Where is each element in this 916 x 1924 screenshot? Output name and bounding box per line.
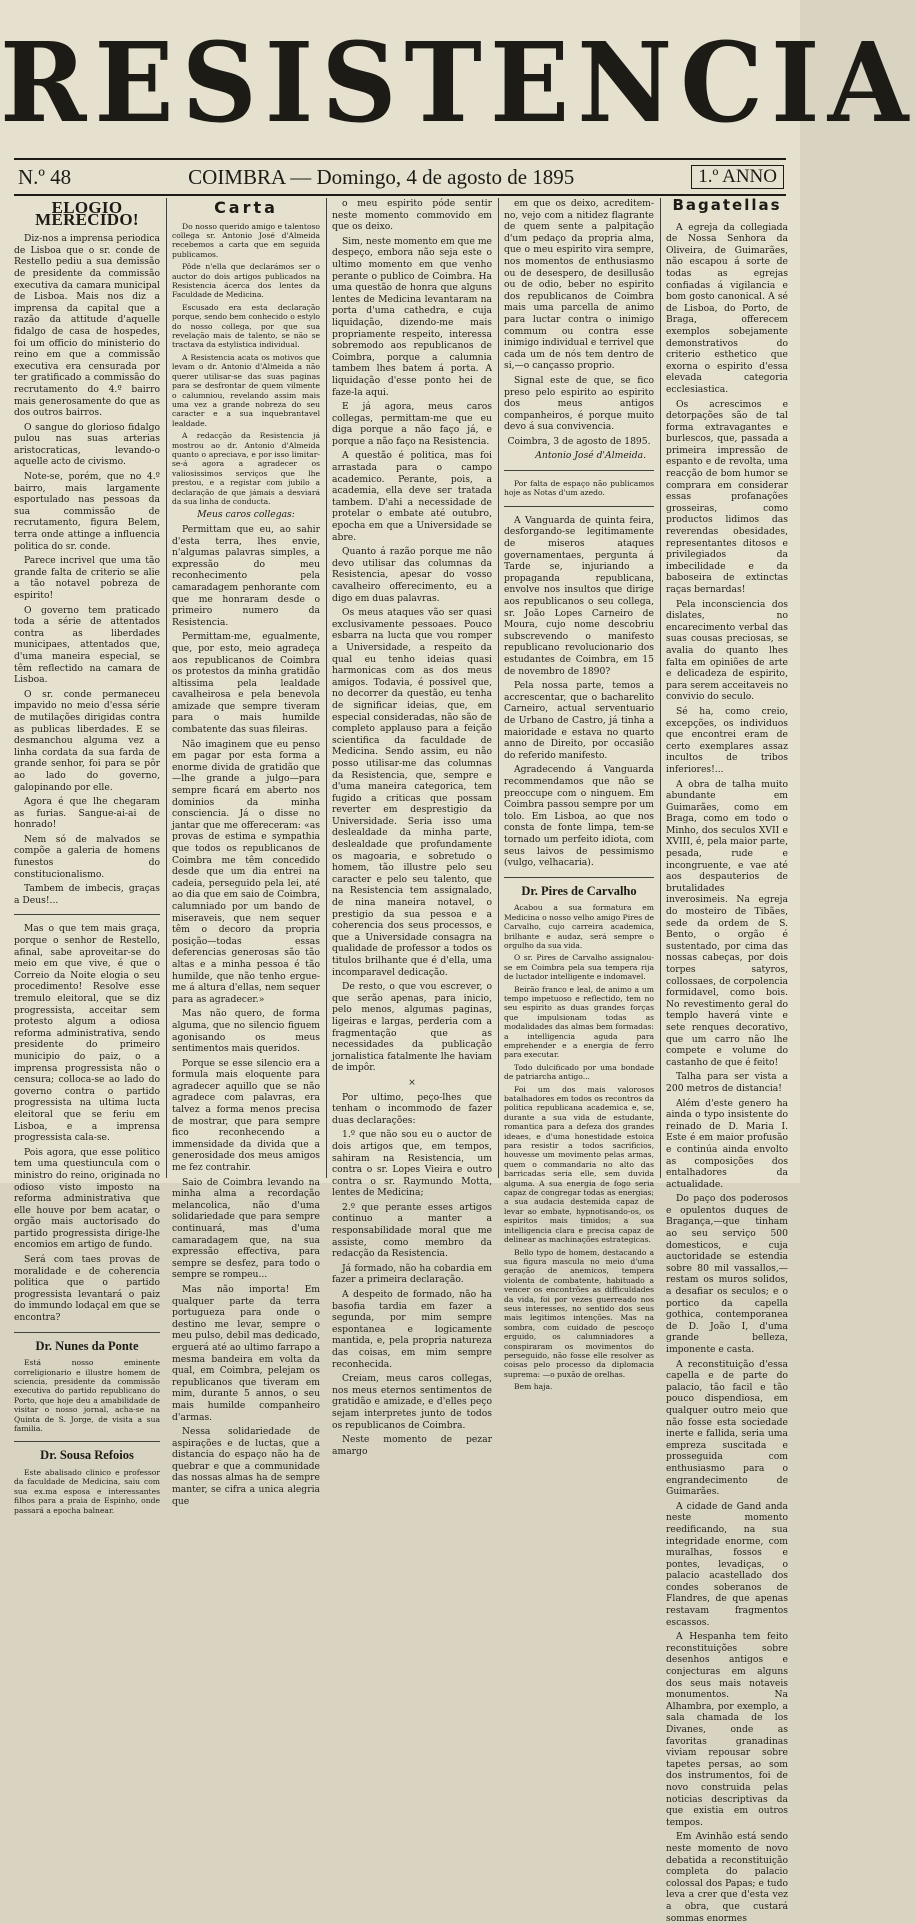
paragraph: Permittam que eu, ao sahir d'esta terra, lhes envie, n'algumas palavras simples, a expressão do meu reconhecimento pela camaradagem penhorante com que me honraram desde o primeiro numero da Resistencia.: [172, 523, 320, 628]
paragraph: Além d'este genero ha ainda o typo insistente do reinado de D. Maria I. Este é em maior profusão e continúa ainda envolto as composições dos entalhadores da actualidade.: [666, 1097, 788, 1190]
paragraph: Pois agora, que esse politico tem uma questiuncula com o ministro do reino, originada no odioso visto imposto na reforma administrativa que elle houve por bem acatar, o orgão mais auctorisado do partido progressista dirige-lhe encomios em artigo de fundo.: [14, 1146, 160, 1251]
paragraph: Agradecendo á Vanguarda recommendamos que não se preoccupe com o ninguem. Em Coimbra passou sempre por um tolo. Em Lisboa, ao que nos consta de fonte limpa, tem-se tornado um perfeito idiota, com seus laivos de pessimismo (vulgo, velhacaria).: [504, 764, 654, 869]
paragraph: Mas não importa! Em qualquer parte da terra portugueza para onde o destino me levar, sempre o meu pulso, debil mas dedicado, erguerá até ao ultimo farrapo a mesma bandeira em volta da qual, em Coimbra, pelejam os republicanos que tiveram em mim, durante 5 annos, o seu mais humilde companheiro d'armas.: [172, 1283, 320, 1423]
paragraph: Pela inconsciencia dos dislates, no encarecimento verbal das suas cousas preciosas, se avalia do quanto lhes falta em opiniões de arte e delicadeza de espirito, para serem acceitaveis no convivio do seculo.: [666, 598, 788, 703]
paragraph: O sr. conde permaneceu impavido no meio d'essa série de mutilações dirigidas contra as publicas liberdades. E se desmanchou alguma vez a linha cordata da sua farda de grande senhor, foi para se pôr ao lado do governo, galopinando por elle.: [14, 688, 160, 793]
paragraph: A egreja da collegiada de Nossa Senhora da Oliveira, de Guimarães, não escapou á sorte de todas as egrejas confiadas á vigilancia e bom gosto canonical. A sé de Lisboa, do Porto, de Braga, offerecem exemplos sobejamente demonstrativos do criterio esthetico que exorna o espirito d'essa elevada categoria ecclesiastica.: [666, 221, 788, 395]
headline-nunes-da-ponte: Dr. Nunes da Ponte: [35, 1338, 139, 1353]
paragraph: Pôde n'ella que declarámos ser o auctor do dois artigos publicados na Resistencia ácerca dos lentes da Faculdade de Medicina.: [172, 262, 320, 300]
column-3: [332, 198, 492, 1457]
paragraph: Não imaginem que eu penso em pagar por esta forma a enorme divida de gratidão que—lhe grande a julgo—para sempre ficará em aberto nos dominios da minha consciencia. Já o disse no jantar que me offereceram: «as provas de estima e sympathia que todos os republicanos de Coimbra me têm concedido desde que um dia entrei na cadeia, perseguido pela lei, até ao dia que em saio de Coimbra, calumniado por um bando de miseraveis, que nem sequer têm o decoro da propria posição—todas essas deferencias generosas são tão altas e a minha pessoa é tão humilde, que não tenho ergue-me á altura d'ellas, nem sequer para as agradecer.»: [172, 738, 320, 1005]
paragraph: Acabou a sua formatura em Medicina o nosso velho amigo Pires de Carvalho, cujo carreira academica, brilhante e audaz, será sempre o orgulho da sua vida.: [504, 903, 654, 950]
issue-year: 1.º ANNO: [691, 165, 784, 189]
paragraph: Bello typo de homem, destacando a sua figura mascula no meio d'uma geração de anemicos, tempera violenta de combatente, habituado a vencer os encontrões as difficuldades da vida, foi por vezes guerreado nos seus interesses, no sentido dos seus mais legitimos intenções. Mas na sombra, com cuidado de pescoço erguido, os calumniadores a conspiraram os movimentos do perseguido, não fosse elle resolver as coisas pelo processo da diplomacia suprema: —o puxão de orelhas.: [504, 1247, 654, 1379]
paragraph: A Vanguarda de quinta feira, desforgando-se legitimamente de miseros ataques governamentaes, pergunta á Tarde se, injuriando a propaganda republicana, envolve nos insultos que dirige aos republicanos o seu collega, sr. João Lopes Carneiro de Moura, cujo nome descobriu subscrevendo o manifesto republicano revolucionario dos estudantes de Coimbra, em 15 de novembro de 1890?: [504, 514, 654, 677]
letter-date: Coimbra, 3 de agosto de 1895.: [507, 435, 651, 447]
paragraph: Sé ha, como creio, excepções, os individuos que encontrei eram de certo exemplares assaz incultos de tribos inferiores!...: [666, 705, 788, 775]
issue-number: N.º 48: [18, 164, 72, 189]
paragraph: A Resistencia acata os motivos que levam o dr. Antonio d'Almeida a não querer utilisar-se das suas paginas para se desfrontar de quem vilmente o calumniou, revelando assim mais uma vez a grande nobreza do seu caracter e a sua inquebrantavel lealdade.: [172, 352, 320, 428]
divider: [504, 877, 654, 878]
column-rule: [326, 198, 327, 1178]
paragraph: Escusado era esta declaração porque, sendo bem conhecido o estylo do nosso collega, por que sua revelação mais de talento, se não se tractava da estylistica individual.: [172, 302, 320, 350]
paragraph: Mas não quero, de forma alguma, que no silencio figuem agonisando os meus sentimentos mais queridos.: [172, 1008, 320, 1055]
newspaper-title: RESISTENCIA: [0, 17, 916, 148]
paragraph: Os acrescimos e detorpações são de tal forma extravagantes e burlescos, que, passada a primeira impressão de espanto e de revolta, uma reacção de bom humor se comprara em considerar essas profanações grosseiras, como productos lidimos das reverendas obesidades, representantes ditosos e privilegiados da imbecilidade e da baboseira de extinctas raças bernardas!: [666, 398, 788, 595]
paragraph: A cidade de Gand anda neste momento reedificando, na sua integridade enorme, com muralhas, fossos e pontes, levadiças, o palacio acastellado dos condes soberanos de Flandres, de que apenas restavam fragmentos escassos.: [666, 1500, 788, 1628]
paragraph: Beirão franco e leal, de animo a um tempo impetuoso e reflectido, tem no seu espirito as duas grandes forças que impulsionam todas as modalidades das almas bem formadas: a intelligencia aguda para emprehender e a energia de ferro para executar.: [504, 984, 654, 1060]
paragraph: Todo dulcificado por uma bondade de patriarcha antigo...: [504, 1062, 654, 1082]
paragraph: 1.º que não sou eu o auctor de dois artigos que, em tempos, sahiram na Resistencia, um contra o sr. Lopes Vieira e outro contra o sr. Raymundo Motta, lentes de Medicina;: [332, 1129, 492, 1199]
masthead: [0, 8, 916, 158]
column-1: [14, 198, 160, 1515]
salutation: Meus caros collegas:: [197, 509, 295, 521]
paragraph: Pela nossa parte, temos a accrescentar, que o bacharelito Carneiro, actual serventuario de Urbano de Castro, já tinha a maioridade e estava no quarto anno de Direito, por occasião do referido manifesto.: [504, 680, 654, 761]
paragraph: Mas o que tem mais graça, porque o senhor de Restello, afinal, sabe aproveitar-se do meio em que vive, é que o Correio da Noite elogia o seu procedimento! Resolve esse tremulo eleitoral, que se diz progressista, acceitar sem protesto algum a odiosa reforma administrativa, sendo presidente do primeiro municipio do paiz, o a imprensa progressista não o censura; colloca-se ao lado do governo contra o partido progressista na ultima lucta eleitoral que se feriu em Lisboa, e a imprensa progressista cala-se.: [14, 923, 160, 1144]
paragraph: Agora é que lhe chegaram as furias. Sangue-ai-ai de honrado!: [14, 796, 160, 831]
headline-carta: Carta: [214, 198, 278, 217]
paragraph: A questão é politica, mas foi arrastada para o campo academico. Perante, pois, a academia, ella deve ser tratada tambem. D'ahi a necessidade de protelar o embate até outubro, epocha em que a Universidade se abre.: [332, 450, 492, 543]
paragraph: A Hespanha tem feito reconstituições sobre desenhos antigos e conjecturas em alguns dos seus mais notaveis monumentos. Na Alhambra, por exemplo, a sala chamada de los Divanes, onde as favoritas granadinas viviam repousar sobre tapetes persas, ao som dos instrumentos, foi de novo construida pelas noticias descriptivas da que existia em outros tempos.: [666, 1631, 788, 1828]
paragraph: Porque se esse silencio era a formula mais eloquente para agradecer aquillo que se não agradece com palavras, era talvez a forma menos precisa de mostrar, que para sempre fico reconhecendo a immensidade da divida que a generosidade dos meus amigos me fez contrahir.: [172, 1057, 320, 1174]
paragraph: 2.º que perante esses artigos continuo a manter a responsabilidade moral que me assiste, como membro da redacção da Resistencia.: [332, 1201, 492, 1260]
letter-signature: Antonio José d'Almeida.: [535, 450, 646, 462]
dateline-bar: [14, 158, 786, 196]
paragraph: Em Avinhão está sendo neste momento de novo debatida a reconstituição completa do palacio colossal dos Papas; e tudo leva a crer que d'esta vez a obra, que custará sommas enormes: [666, 1831, 788, 1924]
divider: [14, 1441, 160, 1442]
paragraph: Foi um dos mais valorosos batalhadores em todos os recontros da politica republicana academica e, se, durante a sua vida de estudante, romantica para a defeza dos grandes ideaes, e d'uma honestidade estoica para resistir a todos sacrificios, houvesse um movimento pelas armas, quem o commandaria no alto das barricadas seria elle, sem duvida alguma. A sua energia de fogo seria capaz de congregar todas as energias; a sua audacia destemida capaz de levar ao embate, hypnotisando-os, os espiritos mais timidos; a sua intelligencia clara e precisa capaz de delinear as machinações estrategicas.: [504, 1084, 654, 1245]
paragraph: Por ultimo, peço-lhes que tenham o incommodo de fazer duas declarações:: [332, 1091, 492, 1126]
paragraph: em que os deixo, acreditem-no, vejo com a nitidez flagrante de quem sente a palpitação d'um pedaço da propria alma, que o meu espirito vira sempre, nos momentos de enthusiasmo ou de desespero, de desillusão ou de odio, beber no espirito dos republicanos de Coimbra mais uma parcella de animo para luctar contra o inimigo commum ou contra esse inimigo individual e terrivel que cada um de nós tem dentro de si,—o cançasso proprio.: [504, 198, 654, 372]
column-rule: [498, 198, 499, 1178]
column-rule: [166, 198, 167, 1178]
paragraph: A despeito de formado, não ha basofia tardia em fazer a segunda, por mim sempre espontanea e logicamente mantida, e, pela propria natureza das coisas, em mim sempre reconhecida.: [332, 1289, 492, 1370]
headline-elogio: ELOGIO MERECIDO!: [35, 198, 139, 229]
paragraph: Do nosso querido amigo e talentoso collega sr. Antonio José d'Almeida recebemos a carta que em seguida publicamos.: [172, 221, 320, 259]
paragraph: Será com taes provas de moralidade e de coherencia politica que o partido progressista levantará o paiz do immundo lodaçal em que se encontra?: [14, 1254, 160, 1324]
paragraph: Talha para ser vista a 200 metros de distancia!: [666, 1071, 788, 1094]
paragraph: Nessa solidariedade de aspirações e de luctas, que a distancia do espaço não ha de quebrar e que a communidade das nossas almas ha de sempre manter, se cifra a unica alegria que: [172, 1426, 320, 1507]
paragraph: A redacção da Resistencia já mostrou ao dr. Antonio d'Almeida quanto o apreciava, e por isso limitar-se-á agora a agradecer os valiosissimos serviços que lhe prestou, e a registar com jubilo a declaração de que jámais a desviará da sua linha de conducta.: [172, 431, 320, 506]
paragraph: Signal este de que, se fico preso pelo espirito ao espirito dos meus antigos companheiros, é porque muito devo á sua convivencia.: [504, 374, 654, 433]
divider: [504, 506, 654, 507]
paragraph: O governo tem praticado toda a série de attentados contra as liberdades municipaes, attentados que, d'uma maneira especial, se têm reflectido na camara de Lisboa.: [14, 604, 160, 686]
paragraph: E já agora, meus caros collegas, permittam-me que eu diga porque a não faço já, e porque a não faço na Resistencia.: [332, 401, 492, 447]
paragraph: Saio de Coimbra levando na minha alma a recordação melancolica, não d'uma solidariedade que para sempre continuará, mas d'uma camaradagem que, na sua expressão effectiva, para sempre se desfez, para todo o sempre se rompeu...: [172, 1176, 320, 1281]
paragraph: Nem só de malvados se compõe a galeria de homens funestos do constitucionalismo.: [14, 833, 160, 880]
paragraph: Neste momento de pezar amargo: [332, 1434, 492, 1457]
editorial-note: Por falta de espaço não publicamos hoje as Notas d'um azedo.: [504, 479, 654, 498]
divider: [504, 470, 654, 471]
paragraph: Do paço dos poderosos e opulentos duques de Bragança,—que tinham ao seu serviço 500 domesticos, e cuja auctoridade se estendia sobre 80 mil vassallos,—restam os muros solidos, a desafiar os seculos; e o portico da capella gothica, contemporanea de D. João I, d'uma grande belleza, imponente e casta.: [666, 1193, 788, 1355]
paragraph: A obra de talha muito abundante em Guimarães, como em Braga, como em todo o Minho, dos seculos XVII e XVIII, é, pela maior parte, pesada, rude e incongruente, e vae até aos despauterios de brutalidades inverosimeis. Na egreja do mosteiro de Tibães, sede da ordem de S. Bento, o orgão é sustentado, por cima das nossas cabeças, por dois torpes satyros, collossaes, de corpolencia formidavel, como bois. No revestimento geral do templo haverá vinte e sete renques decorativo, que um carro não lhe compete e volume do castanho de que é feito!: [666, 778, 788, 1068]
paragraph: Já formado, não ha cobardia em fazer a primeira declaração.: [332, 1262, 492, 1286]
issue-place-date: COIMBRA — Domingo, 4 de agosto de 1895: [188, 164, 575, 189]
paragraph: Bem haja.: [514, 1382, 553, 1392]
paragraph: o meu espirito póde sentir neste momento commovido em que os deixo.: [332, 198, 492, 233]
column-4: [504, 198, 654, 1392]
headline-sousa-refoios: Dr. Sousa Refoios: [40, 1448, 134, 1463]
headline-pires-de-carvalho: Dr. Pires de Carvalho: [521, 883, 637, 898]
paragraph: Este abalisado clinico e professor da faculdade de Medicina, saiu com sua ex.ma esposa e interessantes filhos para a praia de Espinho, onde passará a epocha balnear.: [14, 1468, 160, 1515]
paragraph: Diz-nos a imprensa periodica de Lisboa que o sr. conde de Restello pediu a sua demissão de presidente da commissão executiva da camara municipal de Lisboa. Mais nos diz a imprensa da capital que a razão da attitude d'aquelle fidalgo de casa de hospedes, foi um officio do ministerio do reino em que a commissão executiva era censurada por ter gratificado a commissão do recrutamento do 4.º bairro mais generosamente do que as dos outros bairros.: [14, 233, 160, 419]
paragraph: De resto, o que vou escrever, o que serão apenas, para inicio, pelo menos, algumas paginas, ligeiras e largas, perderia com a fragmentação que as necessidades da publicação jornalistica fatalmente lhe haviam de impôr.: [332, 981, 492, 1074]
paragraph: Note-se, porém, que no 4.º bairro, mais largamente esportulado nas pessoas da sua commissão de recrutamento, figura Belem, terra onde attinge a influencia politica do sr. conde.: [14, 471, 160, 552]
paragraph: Permittam-me, egualmente, que, por esto, meio agradeça aos republicanos de Coimbra os protestos da minha gratidão altissima pela lealdade cavalheirosa e pela benevola amizade que sempre tiveram para o mais humilde combatente das suas fileiras.: [172, 631, 320, 736]
column-2: [172, 198, 320, 1507]
section-mark: ⨯: [408, 1076, 416, 1088]
paragraph: Quanto á razão porque me não devo utilisar das columnas da Resistencia, apesar do vosso cavalheiro offerecimento, eu a digo em duas palavras.: [332, 546, 492, 604]
paragraph: Os meus ataques vão ser quasi exclusivamente pessoaes. Pouco esbarra na lucta que vou romper a Universidade, a respeito da qual eu tenho ideias quasi harmonicas com as dos meus amigos. Todavia, é possivel que, no decorrer da questão, eu tenha de significar ideias, que, em especial consideradas, não são de completo applauso para a feição scientifica da faculdade de Medicina. Sendo assim, eu não posso utilisar-me das columnas da Resistencia, que, sempre e d'uma maneira categorica, tem fugido a criticas que possam reverter em desprestigio da Universidade. Seria isso uma deslealdade da minha parte, deslealdade que profundamente os magoaria, e sobretudo o homem, tão illustre pelo seu caracter e pelo seu talento, que na Resistencia tem assignalado, de nina maneira notavel, o prestigio da sua pessoa e a coherencia dos seus processos, e que a Universidade consagra na qualidade de professor a todos os titulos brilhante que é d'ella, uma incomparavel dedicação.: [332, 607, 492, 978]
paragraph: Creiam, meus caros collegas, nos meus eternos sentimentos de gratidão e amizade, e d'elles peço sejam interpretes junto de todos os republicanos de Coimbra.: [332, 1373, 492, 1431]
paragraph: Sim, neste momento em que me despeço, embora não seja este o ultimo momento em que venho perante o publico de Coimbra. Ha uma questão de honra que alguns lentes de Medicina levantaram na porta d'uma cathedra, e cuja liquidação, dizendo-me mais propriamente respeito, interessa sobremodo aos republicanos de Coimbra, porque a calumnia tambem lhes batem á porta. A liquidação d'esse ponto hei de faze-la aqui.: [332, 235, 492, 398]
paragraph: A reconstituição d'essa capella e de parte do palacio, tão facil e tão pouco dispendiosa, em qualquer outro meio que não fosse esta sociedade inerte e fallida, seria uma empreza suscitada e prosseguida com enthusiasmo para o engrandecimento de Guimarães.: [666, 1358, 788, 1498]
divider: [14, 1332, 160, 1333]
divider: [14, 914, 160, 915]
column-5: [666, 196, 788, 1924]
paragraph: O sangue do glorioso fidalgo pulou nas suas arterias aristocraticas, levando-o aquelle acto de civismo.: [14, 421, 160, 468]
paragraph: Está nosso eminente correligionario e illustre homem de sciencia, presidente da commissão executiva do partido republicano do Porto, que hoje deu a amabilidade de visitar o nosso jornal, acha-se na Quinta de S. Jorge, de visita a sua familia.: [14, 1358, 160, 1434]
column-rule: [660, 198, 661, 1178]
paragraph: Parece incrivel que uma tão grande falta de criterio se alie a tão notavel pobreza de espirito!: [14, 555, 160, 601]
paragraph: Tambem de imbecis, graças a Deus!...: [14, 883, 160, 906]
paragraph: O sr. Pires de Carvalho assignalou-se em Coimbra pela sua tempera rija de luctador intelligente e indomavel.: [504, 953, 654, 982]
headline-bagatellas: Bagatellas: [672, 196, 782, 214]
